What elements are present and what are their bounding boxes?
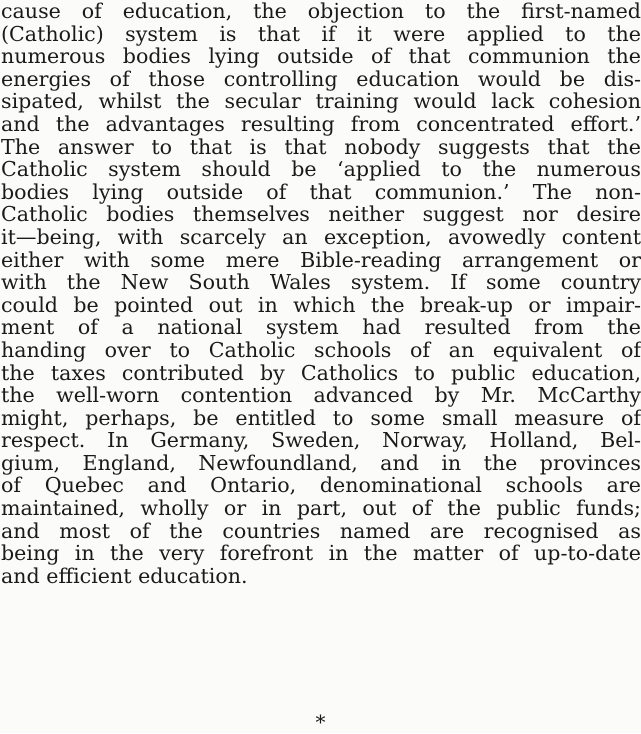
text-line: Catholic system should be ‘applied to the numerous: [1, 157, 641, 182]
text-line: ment of a national system had resulted from the: [1, 315, 641, 340]
text-line: maintained, wholly or in part, out of the public funds;: [1, 496, 641, 521]
text-line: might, perhaps, be entitled to some small measure of: [1, 405, 641, 430]
text-line: it—being, with scarcely an exception, avowedly content: [1, 224, 641, 249]
text-line: energies of those controlling education would be dis-: [1, 66, 641, 91]
text-line: (Catholic) system is that if it were applied to the: [1, 21, 641, 46]
text-line: with the New South Wales system. If some country: [1, 270, 641, 295]
text-line: either with some mere Bible-reading arrangement or: [1, 247, 641, 272]
text-line: cause of education, the objection to the first-named: [1, 0, 641, 23]
text-line: gium, England, Newfoundland, and in the provinces: [1, 450, 641, 475]
section-separator: *: [315, 710, 326, 734]
text-line: of Quebec and Ontario, denominational schools are: [1, 473, 641, 498]
text-line: The answer to that is that nobody suggests that the: [1, 134, 641, 159]
article-body: [1, 0, 641, 587]
text-line: the taxes contributed by Catholics to public education,: [1, 360, 641, 385]
text-line: sipated, whilst the secular training would lack cohesion: [1, 89, 641, 114]
text-line: the well-worn contention advanced by Mr. McCarthy: [1, 383, 641, 408]
text-line: handing over to Catholic schools of an equivalent of: [1, 337, 641, 362]
text-line: being in the very forefront in the matter of up-to-date: [1, 541, 641, 566]
text-line: Catholic bodies themselves neither suggest nor desire: [1, 202, 641, 227]
text-line: could be pointed out in which the break-up or impair-: [1, 292, 641, 317]
text-line: bodies lying outside of that communion.’ The non-: [1, 179, 641, 204]
text-line: and the advantages resulting from concentrated effort.’: [1, 111, 641, 136]
text-line: numerous bodies lying outside of that communion the: [1, 44, 641, 69]
text-line: and most of the countries named are recognised as: [1, 518, 641, 543]
text-line: respect. In Germany, Sweden, Norway, Holland, Bel-: [1, 428, 641, 453]
text-line-last: and efficient education.: [1, 563, 248, 588]
